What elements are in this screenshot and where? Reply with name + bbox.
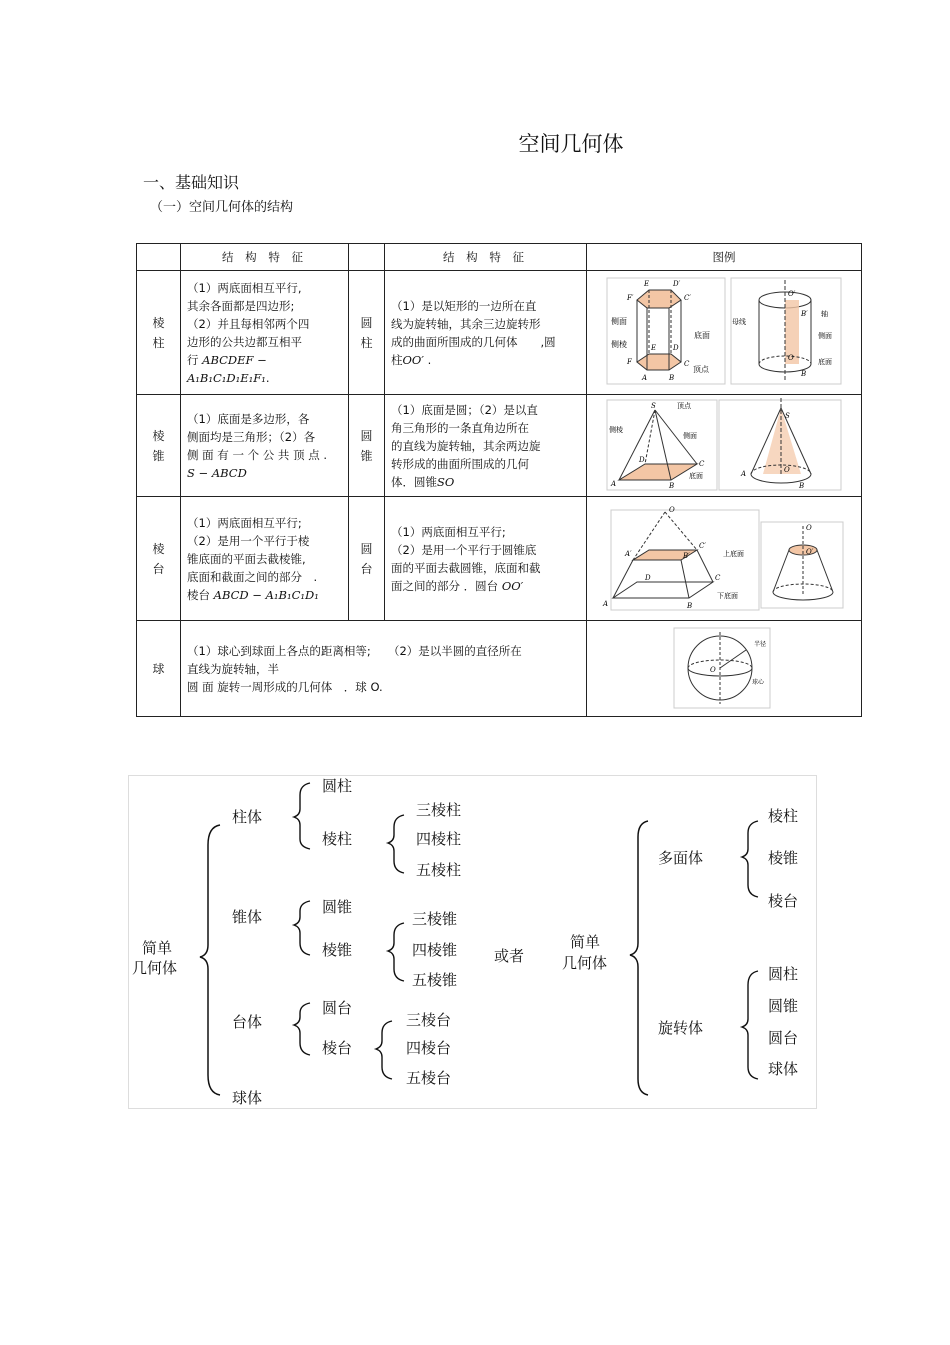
frustum-figure-cell: [587, 497, 862, 621]
leaf-tri-frustum: 三棱台: [406, 1011, 452, 1029]
table-row-sphere: [137, 621, 862, 717]
rev-cylinder: 圆柱: [768, 965, 799, 983]
header-features-1: 结 构 特 征: [181, 244, 349, 271]
desc-line: 直线为旋转轴，半: [187, 661, 279, 676]
desc-line: 锥底面的平面去截棱锥,: [187, 551, 306, 566]
svg-text:B: B: [801, 370, 807, 378]
sub-frustum: 棱台: [322, 1039, 353, 1057]
label-lateral-edge: 侧棱: [611, 340, 627, 349]
pyramid-notation: S − ABCD: [187, 465, 247, 480]
group-polyhedron: 多面体: [658, 849, 704, 867]
svg-text:A: A: [741, 470, 747, 478]
group-sphere: 球体: [232, 1089, 263, 1107]
sub-cylinder: 圆柱: [322, 777, 353, 795]
subsection-heading: （一）空间几何体的结构: [150, 200, 294, 215]
desc-line: （1）两底面相互平行,: [187, 280, 302, 295]
label-center: 球心: [752, 679, 765, 686]
label-axis: 轴: [821, 310, 828, 318]
poly-prism: 棱柱: [768, 807, 799, 825]
label-top-base: 上底面: [723, 550, 744, 558]
sub-cone: 圆锥: [322, 898, 353, 916]
leaf-quad-prism: 四棱柱: [416, 830, 462, 848]
svg-text:B′: B′: [801, 310, 808, 318]
svg-text:O: O: [669, 506, 675, 514]
leaf-penta-frustum: 五棱台: [406, 1069, 452, 1087]
root-left-line2: 几何体: [132, 959, 178, 977]
svg-text:D: D: [673, 344, 679, 352]
leaf-penta-prism: 五棱柱: [416, 861, 462, 879]
leaf-quad-pyramid: 四棱锥: [412, 941, 458, 959]
desc-line: 柱OO′ .: [391, 352, 432, 367]
row-name-frustum: 棱 台: [137, 497, 181, 621]
desc-line: 侧面均是三角形；（2）各: [187, 429, 316, 444]
classification-diagram: [128, 775, 818, 1110]
desc-line: 棱台 ABCD − A₁B₁C₁D₁: [187, 587, 319, 602]
page-title: 空间几何体: [518, 132, 624, 156]
desc-line: 线为旋转轴，其余三边旋转形: [391, 316, 541, 331]
svg-text:E: E: [644, 280, 650, 288]
leaf-quad-frustum: 四棱台: [406, 1039, 452, 1057]
svg-text:F′: F′: [627, 294, 634, 302]
label-base: 底面: [694, 331, 710, 340]
label-bottom-base: 下底面: [717, 592, 738, 600]
desc-line: 行 ABCDEF − A₁B₁C₁D₁E₁F₁.: [187, 352, 270, 385]
label-cyl-base: 底面: [818, 358, 832, 366]
cone-description: [385, 395, 587, 497]
header-features-2: 结 构 特 征: [385, 244, 587, 271]
leaf-penta-pyramid: 五棱锥: [412, 971, 458, 989]
group-solid-of-revolution: 旋转体: [658, 1019, 704, 1037]
label-pyr-base: 底面: [689, 472, 703, 480]
row-name-cone: 圆 锥: [349, 395, 385, 497]
svg-text:C: C: [684, 360, 690, 368]
connector-or: 或者: [494, 947, 525, 965]
svg-text:C′: C′: [699, 542, 706, 550]
desc-line: 侧 面 有 一 个 公 共 顶 点 .: [187, 447, 328, 462]
svg-text:C′: C′: [684, 294, 691, 302]
svg-text:B′: B′: [683, 552, 690, 560]
svg-text:O′: O′: [806, 548, 814, 556]
label-cyl-side: 侧面: [818, 332, 832, 340]
poly-pyramid: 棱锥: [768, 849, 799, 867]
svg-text:D′: D′: [673, 280, 681, 288]
cone-notation: SO: [437, 474, 455, 489]
cone-frustum-notation: OO′: [501, 578, 524, 593]
svg-text:S: S: [785, 412, 790, 420]
cylinder-description: [385, 271, 587, 395]
group-frustum-type: 台体: [232, 1013, 263, 1031]
group-prism-type: 柱体: [232, 808, 263, 826]
cone-frustum-description: [385, 497, 587, 621]
root-right-line1: 简单: [570, 933, 601, 951]
svg-text:E: E: [651, 344, 657, 352]
row-name-sphere: 球: [137, 621, 181, 717]
prism-cylinder-figure-cell: [587, 271, 862, 395]
sub-cone-frustum: 圆台: [322, 999, 353, 1017]
svg-text:B: B: [799, 482, 805, 490]
svg-text:B: B: [687, 602, 693, 610]
desc-line: 面之间的部分 ．圆台 OO′: [391, 578, 524, 593]
section-heading: 一、基础知识: [143, 173, 240, 192]
desc-line: 圆 面 旋转一周形成的几何体 ．球 O.: [187, 679, 383, 694]
desc-line: 角三角形的一条直角边所在: [391, 420, 529, 435]
row-name-pyramid: 棱 锥: [137, 395, 181, 497]
svg-text:O′: O′: [788, 290, 796, 298]
svg-text:D: D: [645, 574, 651, 582]
desc-line: （1）底面是多边形，各: [187, 411, 310, 426]
svg-text:A: A: [642, 374, 648, 382]
desc-line: 其余各面都是四边形;: [187, 298, 295, 313]
label-generatrix: 母线: [732, 318, 746, 326]
desc-line: 面的平面去截圆锥，底面和截: [391, 560, 541, 575]
pyramid-cone-figure-cell: [587, 395, 862, 497]
structure-table: [136, 243, 862, 717]
label-apex: 顶点: [677, 402, 691, 410]
desc-line: （1）是以矩形的一边所在直: [391, 298, 537, 313]
root-right-line2: 几何体: [562, 954, 608, 972]
svg-text:O: O: [710, 666, 716, 674]
svg-text:B: B: [669, 374, 675, 382]
desc-line: （1）两底面相互平行;: [187, 515, 302, 530]
rev-sphere: 球体: [768, 1060, 799, 1078]
desc-line: 成的曲面所围成的几何体 ,圆: [391, 334, 556, 349]
desc-line: 转形成的曲面所围成的几何: [391, 456, 529, 471]
svg-text:S: S: [651, 402, 656, 410]
rev-cone-frustum: 圆台: [768, 1029, 799, 1047]
desc-line: （2）是用一个平行于棱: [187, 533, 310, 548]
label-side-face: 侧面: [611, 317, 627, 326]
svg-text:A: A: [611, 480, 617, 488]
desc-line: （2）是用一个平行于圆锥底: [391, 542, 537, 557]
table-row-frustum: [137, 497, 862, 621]
table-row-prism: [137, 271, 862, 395]
sub-prism: 棱柱: [322, 830, 353, 848]
svg-text:A: A: [603, 600, 609, 608]
leaf-tri-pyramid: 三棱锥: [412, 910, 458, 928]
svg-text:F: F: [627, 358, 632, 366]
prism-cylinder-figure: [589, 272, 859, 390]
sphere-figure: [664, 624, 784, 710]
sub-pyramid: 棱锥: [322, 941, 353, 959]
frustum-notation: ABCD − A₁B₁C₁D₁: [213, 587, 319, 602]
desc-line: （1）两底面相互平行;: [391, 524, 506, 539]
rev-cone: 圆锥: [768, 997, 799, 1015]
svg-text:O: O: [788, 354, 794, 362]
sphere-description: [181, 621, 587, 717]
leaf-triangular-prism: 三棱柱: [416, 801, 462, 819]
table-header-row: [137, 244, 862, 271]
label-radius: 半径: [754, 641, 767, 648]
desc-line: 底面和截面之间的部分 .: [187, 569, 318, 584]
prism-description: [181, 271, 349, 395]
desc-line: （1）底面是圆；（2）是以直: [391, 402, 538, 417]
table-row-pyramid: [137, 395, 862, 497]
desc-line: 边形的公共边都互相平: [187, 334, 302, 349]
poly-frustum: 棱台: [768, 892, 799, 910]
prism-notation: ABCDEF − A₁B₁C₁D₁E₁F₁: [187, 352, 267, 385]
label-pyr-side: 侧面: [683, 432, 697, 440]
svg-text:O: O: [784, 466, 790, 474]
pyramid-description: [181, 395, 349, 497]
desc-line: （1）球心到球面上各点的距离相等; （2）是以半圆的直径所在: [187, 643, 522, 658]
sphere-figure-cell: [587, 621, 862, 717]
svg-text:D: D: [639, 456, 645, 464]
cylinder-notation: OO′: [402, 352, 424, 367]
row-name-cone-frustum: 圆 台: [349, 497, 385, 621]
header-legend: 图例: [587, 244, 862, 271]
pyramid-cone-figure: [589, 396, 859, 492]
desc-line: （2）并且每相邻两个四: [187, 316, 310, 331]
frustum-figure: [589, 498, 859, 616]
desc-line: 的直线为旋转轴，其余两边旋: [391, 438, 541, 453]
svg-text:A′: A′: [625, 550, 632, 558]
label-vertex: 顶点: [693, 365, 709, 374]
row-name-cylinder: 圆 柱: [349, 271, 385, 395]
svg-text:O: O: [806, 524, 812, 532]
svg-text:B: B: [669, 482, 675, 490]
row-name-prism: 棱 柱: [137, 271, 181, 395]
desc-line: 体．圆锥SO: [391, 474, 455, 489]
frustum-description: [181, 497, 349, 621]
root-left-line1: 简单: [142, 939, 173, 957]
group-pyramid-type: 锥体: [232, 908, 263, 926]
svg-text:C: C: [715, 574, 721, 582]
label-pyr-edge: 侧棱: [609, 426, 623, 434]
svg-text:C: C: [699, 460, 705, 468]
